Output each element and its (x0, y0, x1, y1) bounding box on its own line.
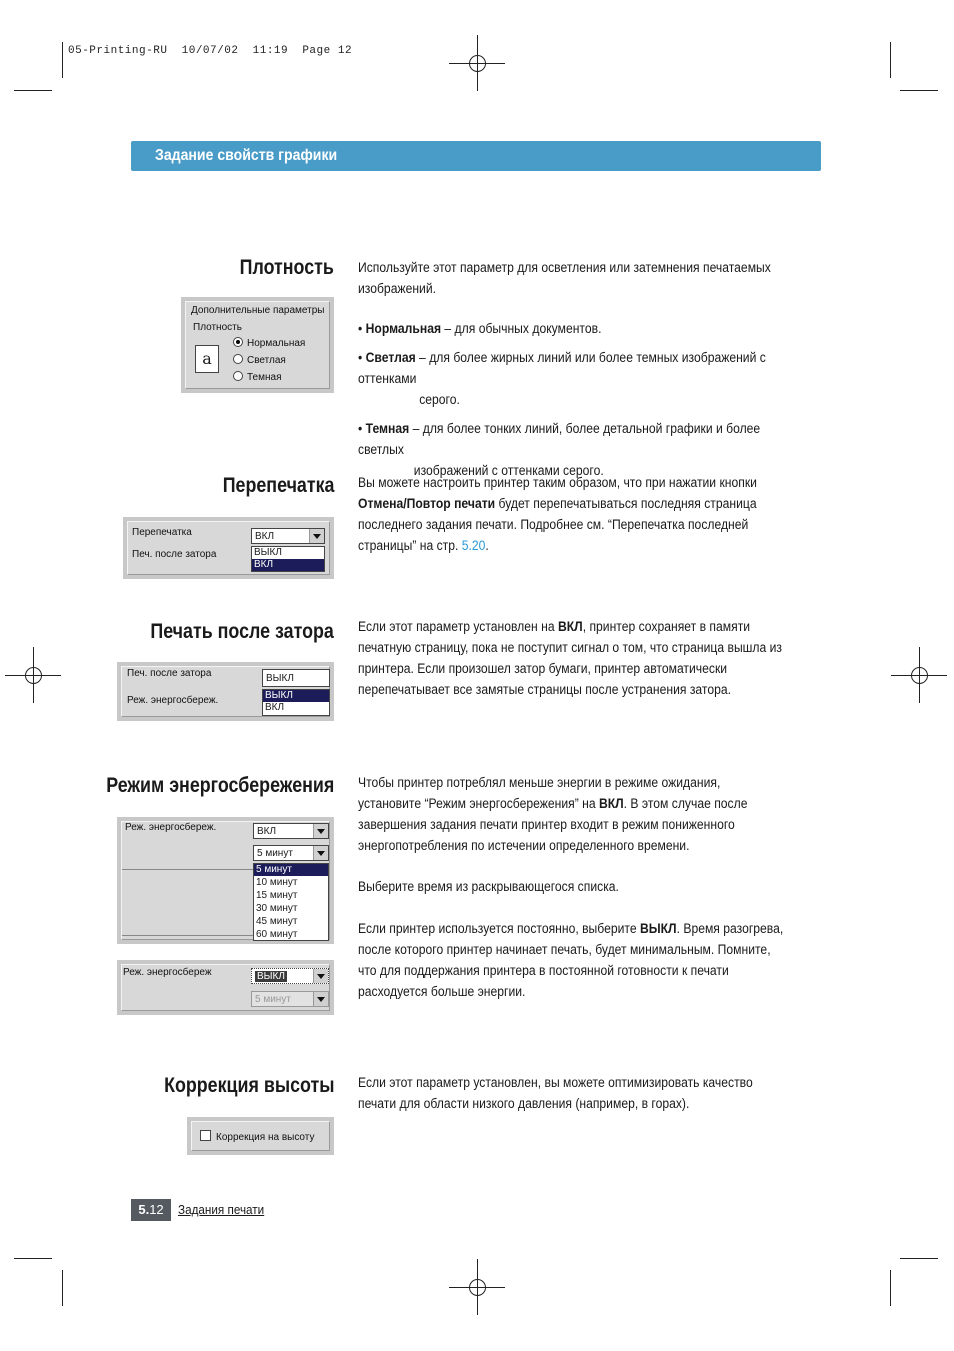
divider (122, 935, 254, 936)
printer-page-icon: a (195, 345, 219, 373)
altitude-title: Коррекция высоты (163, 1074, 334, 1097)
density-dialog (181, 297, 334, 393)
divider (122, 869, 254, 870)
time-dropdown-list (253, 863, 329, 941)
density-intro: Используйте этот параметр для осветления или затемнения печатаемых изображений. (358, 260, 771, 296)
list-item[interactable]: 30 минут (256, 903, 298, 914)
chevron-down-icon (313, 992, 328, 1006)
list-item[interactable]: ВКЛ (265, 702, 285, 713)
registration-mark-icon (461, 47, 493, 79)
power-dialog-on (117, 817, 334, 944)
power-dialog-off (117, 960, 334, 1015)
list-item[interactable]: ВЫКЛ (263, 690, 329, 702)
reprint-dropdown-list (251, 546, 325, 572)
reprint-dialog (123, 517, 334, 579)
density-label: Плотность (193, 322, 242, 333)
bullet-normal: • Нормальная – для обычных документов. (358, 321, 602, 336)
chevron-down-icon (313, 969, 328, 983)
reprint-text: Вы можете настроить принтер таким образом, что при нажатии кнопки Отмена/Повтор печати будет перепечатываться последняя страница последнего задания печати. Подробнее см. “Перепечатка последней страницы” на стр. 5.20. (358, 475, 757, 553)
radio-off-icon (233, 354, 243, 364)
radio-normal[interactable]: Нормальная (233, 337, 305, 349)
time-select[interactable]: 5 минут (253, 845, 329, 861)
radio-dark[interactable]: Темная (233, 371, 281, 383)
radio-on-icon (233, 337, 243, 347)
crop-mark (62, 42, 63, 78)
crop-mark (14, 90, 52, 91)
page-number: 5.12 (131, 1199, 171, 1221)
crop-mark (900, 90, 938, 91)
chevron-down-icon (313, 846, 328, 860)
jam-text: Если этот параметр установлен на ВКЛ, принтер сохраняет в памяти печатную страницу, пока не поступит сигнал о том, что страница вышла из принтера. Если произошел затор бумаги, принтер автоматически перепечатывает все замятые страницы после устранения затора. (358, 619, 782, 697)
jam-label: Печ. после затора (132, 549, 217, 560)
reprint-label: Перепечатка (132, 527, 192, 538)
chapter-name: Задания печати (178, 1202, 265, 1217)
power-label: Реж. энергосбереж (123, 967, 212, 978)
group-label: Дополнительные параметры (191, 305, 325, 316)
jam-select[interactable]: ВЫКЛ (262, 669, 330, 687)
crop-mark (890, 1270, 891, 1306)
list-item[interactable]: ВКЛ (252, 559, 324, 571)
reprint-title: Перепечатка (222, 474, 334, 497)
crop-mark (890, 42, 891, 78)
registration-mark-icon (461, 1271, 493, 1303)
list-item[interactable]: 5 минут (254, 864, 328, 876)
list-item[interactable]: 10 минут (256, 877, 298, 888)
crop-mark (14, 1258, 52, 1259)
jam-dialog-label: Печ. после затора (127, 668, 212, 679)
power-title: Режим энергосбережения (105, 774, 334, 797)
print-slug: 05-Printing-RU 10/07/02 11:19 Page 12 (68, 45, 353, 57)
list-item[interactable]: 15 минут (256, 890, 298, 901)
radio-light[interactable]: Светлая (233, 354, 286, 366)
density-bullets (358, 318, 786, 481)
bullet-light: • Светлая – для более жирных линий или более темных изображений с оттенками серого. (358, 350, 766, 407)
power-select[interactable]: ВКЛ (253, 823, 329, 839)
radio-off-icon (233, 371, 243, 381)
density-title: Плотность (239, 256, 334, 279)
crop-mark (900, 1258, 938, 1259)
power-text-3: Если принтер используется постоянно, выберите ВЫКЛ. Время разогрева, после которого принтер начинает печать, будет минимальным. Помните, что для поддержания принтера в постоянной готовности к печати расходуется больше энергии. (358, 921, 784, 999)
list-item[interactable]: 45 минут (256, 916, 298, 927)
registration-mark-icon (903, 659, 935, 691)
crop-mark (62, 1270, 63, 1306)
chevron-down-icon (313, 824, 328, 838)
altitude-text: Если этот параметр установлен, вы можете оптимизировать качество печати для области низкого давления (например, в горах). (358, 1075, 753, 1111)
time-select-disabled: 5 минут (251, 991, 329, 1007)
jam-dialog (117, 662, 334, 721)
altitude-dialog (187, 1117, 334, 1155)
section-header-title: Задание свойств графики (155, 147, 338, 164)
jam-title: Печать после затора (150, 620, 334, 643)
registration-mark-icon (17, 659, 49, 691)
power-select[interactable]: ВЫКЛ (251, 968, 329, 984)
altitude-checkbox[interactable]: Коррекция на высоту (200, 1130, 314, 1143)
list-item[interactable]: ВЫКЛ (254, 547, 282, 558)
power-label: Реж. энергосбереж. (125, 822, 217, 833)
power-dialog-label: Реж. энергосбереж. (127, 695, 219, 706)
list-item[interactable]: 60 минут (256, 929, 298, 940)
page-link[interactable]: 5.20 (461, 538, 486, 553)
bullet-dark: • Темная – для более тонких линий, более детальной графики и более светлых изображений с оттенками серого. (358, 421, 761, 478)
checkbox-icon (200, 1130, 211, 1141)
power-text-2: Выберите время из раскрывающегося списка. (358, 879, 619, 894)
chevron-down-icon (309, 529, 324, 543)
reprint-select[interactable]: ВКЛ (251, 528, 325, 544)
power-text-1: Чтобы принтер потреблял меньше энергии в режиме ожидания, установите “Режим энергосбережения” на ВКЛ. В этом случае после завершения задания печати принтер входит в режим пониженного энергопотребления по истечении определенного времени. (358, 775, 748, 853)
jam-dropdown-list (262, 689, 330, 716)
section-header-bar (131, 141, 821, 171)
